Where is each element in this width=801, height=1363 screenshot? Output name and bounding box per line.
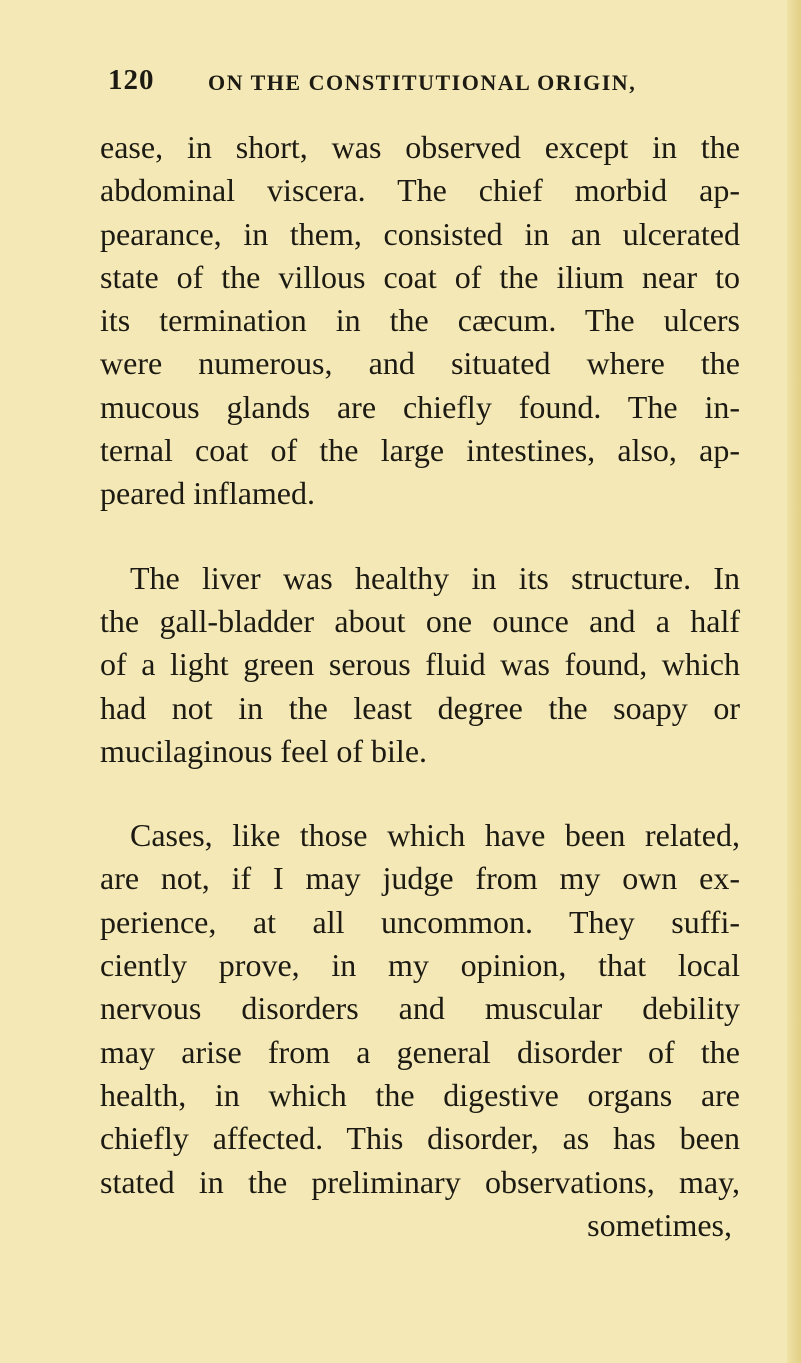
text-line: mucilaginous feel of bile. bbox=[100, 732, 428, 769]
text-line: peared inflamed. bbox=[100, 475, 315, 512]
text-line: mucous glands are chiefly found. The in- bbox=[100, 388, 740, 425]
text-line: ternal coat of the large intestines, also, ap- bbox=[100, 432, 740, 469]
text-line: of a light green serous fluid was found, which bbox=[100, 646, 740, 683]
text-line: stated in the preliminary observations, may, bbox=[100, 1163, 740, 1200]
text-line: chiefly affected. This disorder, as has been bbox=[100, 1120, 740, 1157]
text-line: ease, in short, was observed except in the bbox=[100, 129, 740, 165]
text-line: The liver was healthy in its structure. In bbox=[130, 559, 740, 596]
page-edge bbox=[787, 0, 801, 1363]
text-line: state of the villous coat of the ilium near to bbox=[100, 258, 740, 295]
text-line: abdominal viscera. The chief morbid ap- bbox=[100, 172, 740, 209]
body-text bbox=[100, 126, 740, 1247]
text-line: had not in the least degree the soapy or bbox=[100, 689, 740, 726]
text-line: pearance, in them, consisted in an ulcerated bbox=[100, 215, 740, 252]
running-head: ON THE CONSTITUTIONAL ORIGIN, bbox=[208, 70, 637, 95]
text-line: health, in which the digestive organs are bbox=[100, 1076, 740, 1113]
text-line: are not, if I may judge from my own ex- bbox=[100, 860, 740, 897]
text-line: the gall-bladder about one ounce and a half bbox=[100, 602, 740, 639]
page-number: 120 bbox=[108, 64, 155, 96]
text-line: perience, at all uncommon. They suffi- bbox=[100, 903, 740, 940]
text-line: Cases, like those which have been related, bbox=[130, 817, 740, 854]
text-line: were numerous, and situated where the bbox=[100, 345, 740, 382]
text-line: may arise from a general disorder of the bbox=[100, 1033, 740, 1070]
page-header bbox=[0, 64, 801, 104]
text-line: ciently prove, in my opinion, that local bbox=[100, 947, 740, 984]
text-line: nervous disorders and muscular debility bbox=[100, 990, 740, 1027]
paragraph-3 bbox=[100, 814, 740, 1247]
text-line: its termination in the cæcum. The ulcers bbox=[100, 302, 740, 339]
catchword: sometimes, bbox=[587, 1206, 732, 1243]
paragraph-1 bbox=[100, 126, 740, 516]
paragraph-2 bbox=[100, 557, 740, 773]
